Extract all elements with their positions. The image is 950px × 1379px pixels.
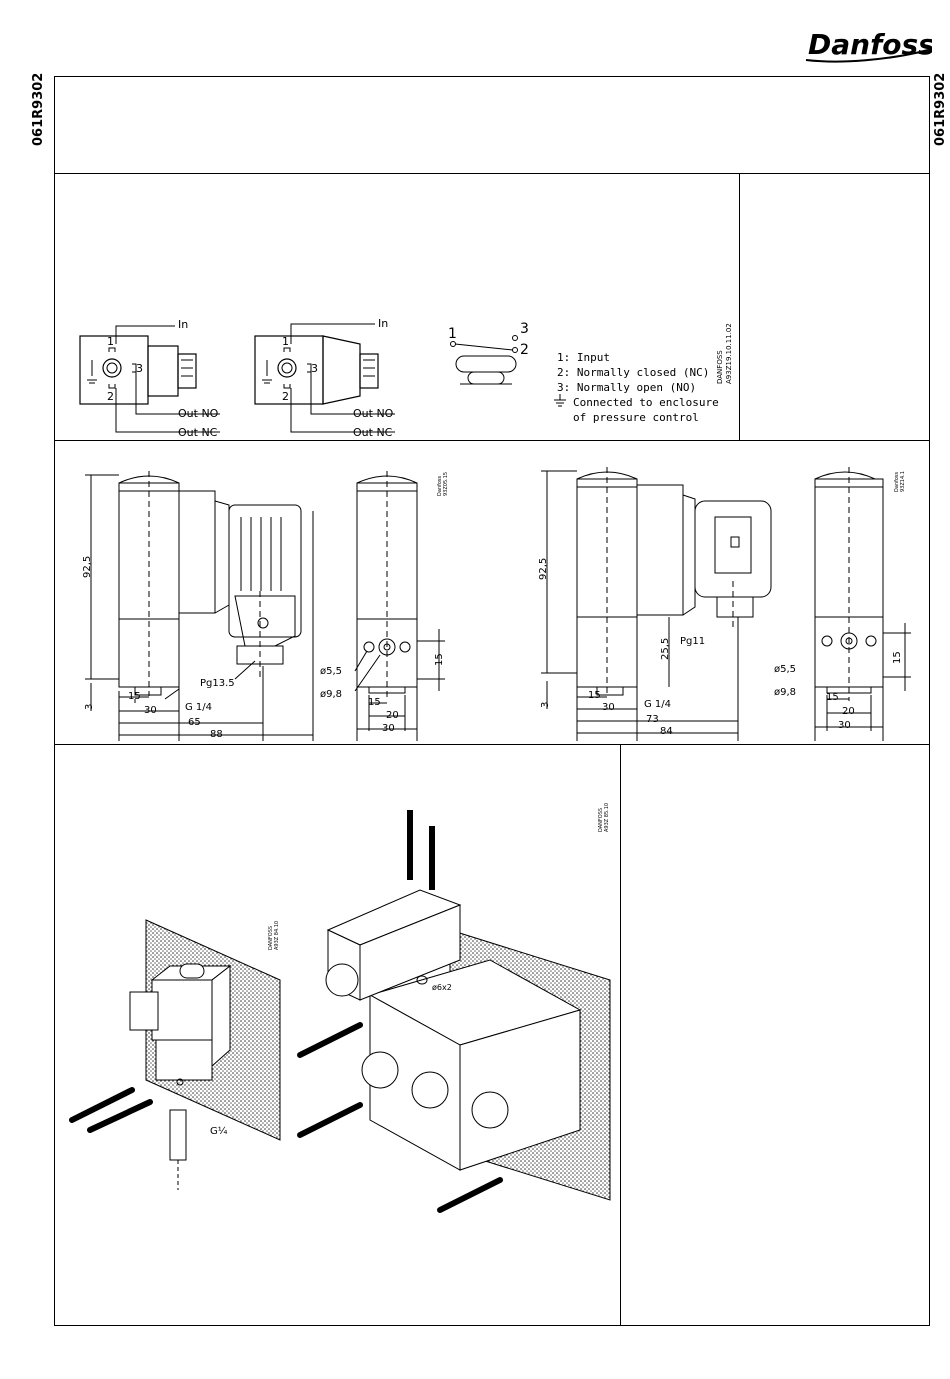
dim-left-w15: 15 <box>368 697 381 708</box>
dim-left-ref-1: Danfoss <box>437 475 443 496</box>
dimension-drawings <box>55 441 930 744</box>
divider-col-b <box>620 744 621 1326</box>
dim-right-15: 15 <box>588 690 601 701</box>
dim-left-hole-large: ø9,8 <box>320 689 343 700</box>
label-out-nc-1: Out NC <box>178 426 218 439</box>
pin-3-conn1: 3 <box>136 362 143 375</box>
dim-right-73: 73 <box>646 714 659 725</box>
dim-right-84: 84 <box>660 726 673 737</box>
dim-right-hole-large: ø9,8 <box>774 687 797 698</box>
danfoss-logo <box>800 20 932 68</box>
mount-ref-a-1: DANFOSS <box>268 925 274 950</box>
legend-item-5: of pressure control <box>573 411 699 424</box>
wiring-ref-line-2: A93Z19.10.11.02 <box>725 323 733 384</box>
switch-pin-3: 3 <box>520 321 529 337</box>
legend-item-3: 3: Normally open (NO) <box>557 381 697 394</box>
dim-right-w30: 30 <box>838 720 851 731</box>
mounting-illustration <box>60 780 615 1240</box>
wiring-ref <box>716 323 734 384</box>
legend-item-2: 2: Normally closed (NC) <box>557 366 710 379</box>
dim-left-w30: 30 <box>382 723 395 734</box>
dim-right-cable: Pg11 <box>680 636 706 647</box>
wiring-legend <box>557 350 719 425</box>
brand-wordmark: Danfoss <box>808 28 932 61</box>
pin-1-conn1: 1 <box>107 335 114 348</box>
pin-3-conn2: 3 <box>311 362 318 375</box>
mount-ref-a <box>268 921 280 950</box>
pin-2-conn2: 2 <box>282 390 289 403</box>
dim-left-65: 65 <box>188 717 201 728</box>
dim-left-88: 88 <box>210 729 223 740</box>
dim-left-side15: 15 <box>434 653 445 666</box>
doc-code-right: 061R9302 <box>933 72 948 146</box>
legend-item-1: 1: Input <box>557 351 610 364</box>
dim-left-thread: G 1/4 <box>185 702 213 713</box>
divider-3 <box>54 744 930 745</box>
dim-right-hole-small: ø5,5 <box>774 664 797 675</box>
dim-left-height: 92,5 <box>82 555 93 578</box>
label-out-no-1: Out NO <box>178 407 219 420</box>
dim-right-side15: 15 <box>892 651 903 664</box>
mount-ref-b <box>598 803 610 832</box>
dim-right-ref-2: 93Z14.1 <box>900 471 906 492</box>
doc-code-left: 061R9302 <box>31 72 46 146</box>
dim-right-w20: 20 <box>842 706 855 717</box>
mount-ref-a-2: A93Z 84.10 <box>274 920 280 950</box>
dim-right-thread: G 1/4 <box>644 699 672 710</box>
dim-left-ref <box>437 472 449 496</box>
label-in-2: In <box>378 317 389 330</box>
label-out-nc-2: Out NC <box>353 426 393 439</box>
dim-right-height: 92,5 <box>538 557 549 580</box>
switch-pin-1: 1 <box>448 326 457 342</box>
switch-symbol <box>451 336 518 385</box>
label-out-no-2: Out NO <box>353 407 394 420</box>
mount-thread: G¼ <box>210 1126 228 1137</box>
switch-pin-2: 2 <box>520 342 529 358</box>
pin-1-conn2: 1 <box>282 335 289 348</box>
legend-item-4: Connected to enclosure <box>573 396 719 409</box>
dim-left-cable: Pg13.5 <box>200 678 235 689</box>
dim-left-w20: 20 <box>386 710 399 721</box>
mount-ref-b-1: DANFOSS <box>598 807 604 832</box>
dim-right-w15: 15 <box>826 692 839 703</box>
wiring-ref-line-1: DANFOSS <box>716 350 724 384</box>
pin-2-conn1: 2 <box>107 390 114 403</box>
label-in-1: In <box>178 318 189 331</box>
dim-left-15: 15 <box>128 691 141 702</box>
dim-left-hole-small: ø5,5 <box>320 666 343 677</box>
mount-oring: ø6x2 <box>432 983 452 992</box>
dim-left-30: 30 <box>144 705 157 716</box>
dim-right-30: 30 <box>602 702 615 713</box>
dim-right-ref-1: Danfoss <box>894 471 900 492</box>
divider-1 <box>54 173 930 174</box>
mount-ref-b-2: A93Z 85.10 <box>604 802 610 832</box>
dim-left-ref-2: 93Z05.15 <box>443 471 449 496</box>
dim-right-ref <box>894 471 906 492</box>
dim-left-base: 3 <box>84 703 95 710</box>
dim-right-h25: 25,5 <box>660 637 671 660</box>
dim-right-base: 3 <box>540 701 551 708</box>
